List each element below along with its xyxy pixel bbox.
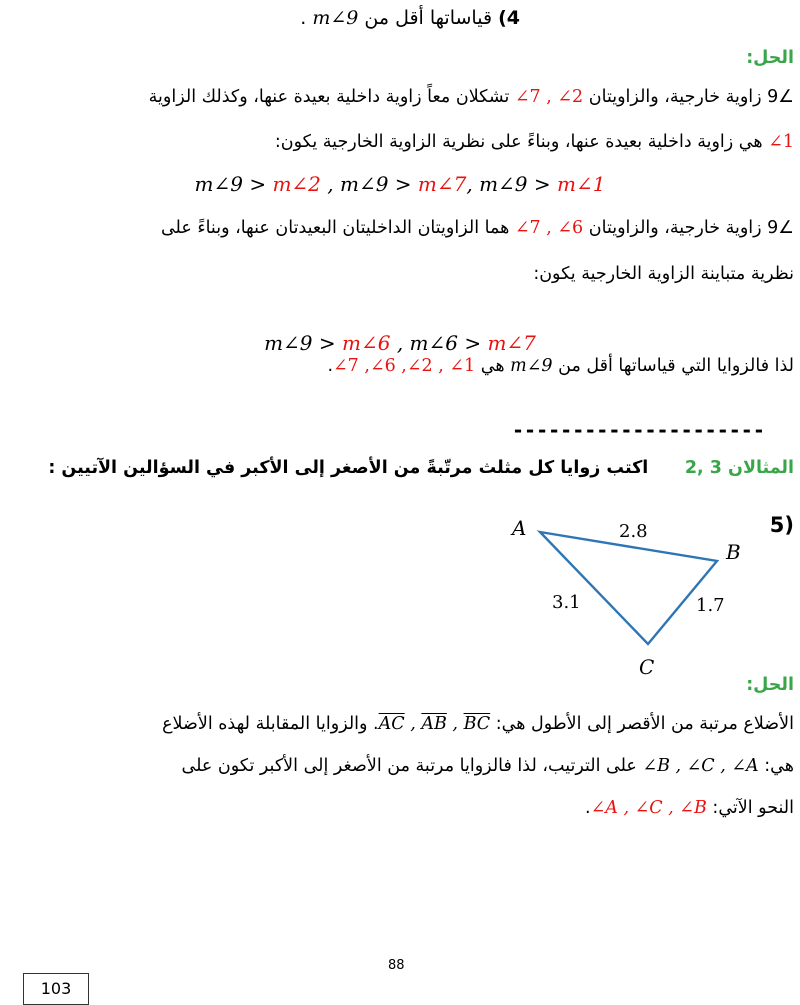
solution-line-2: هي: ∠B , ∠C , ∠A على الترتيب، لذا فالزوايا مرتبة من الأصغر إلى الأكبر تكون على — [181, 756, 794, 776]
vertex-b: B — [726, 540, 741, 564]
vertex-a: A — [512, 516, 527, 540]
question-text: قياساتها أقل من — [364, 7, 493, 29]
question-number: 4) — [498, 7, 520, 29]
paragraph-4: نظرية متباينة الزاوية الخارجية يكون: — [533, 264, 794, 284]
example-instruction: اكتب زوايا كل مثلث مرتّبةً من الأصغر إلى الأكبر في السؤالين الآتيين : — [48, 458, 649, 478]
solution-label-2: الحل: — [746, 675, 794, 695]
question-math: m∠9 — [312, 7, 359, 29]
side-ab-label: 2.8 — [619, 521, 648, 542]
inequality-1: m∠9 > m∠2 , m∠9 > m∠7, m∠9 > m∠1 — [194, 172, 606, 196]
paragraph-1: ∠9 زاوية خارجية، والزاويتان ∠7 , ∠2 تشكلان معاً زاوية داخلية بعيدة عنها، وكذلك الزاوية — [148, 87, 794, 107]
paragraph-5: لذا فالزوايا التي قياساتها أقل من m∠9 هي ∠7 ,∠6 ,∠2 , ∠1. — [327, 356, 794, 376]
side-ac-label: 3.1 — [552, 592, 581, 613]
question-4: 4) قياساتها أقل من m∠9 . — [300, 7, 520, 29]
solution-line-1: الأضلاع مرتبة من الأقصر إلى الأطول هي: $\overline{AC}$ , $\overline{AB}$ , $\overline{BC}$. والزوايا المقابلة لهذه الأضلاع — [162, 714, 794, 734]
solution-line-3: النحو الآتي: ∠A , ∠C , ∠B. — [585, 798, 794, 818]
triangle-abc — [540, 532, 717, 644]
paragraph-3: ∠9 زاوية خارجية، والزاويتان ∠7 , ∠6 هما الزاويتان الداخليتان البعيدتان عنها، وبناءً على — [160, 218, 794, 238]
paragraph-2: ∠1 هي زاوية داخلية بعيدة عنها، وبناءً على نظرية الزاوية الخارجية يكون: — [274, 132, 794, 152]
example-label: المثالان — [728, 458, 794, 478]
separator: --------------------- — [512, 418, 765, 442]
inequality-2: m∠9 > m∠6 , m∠6 > m∠7 — [264, 331, 536, 355]
page-number: 88 — [388, 958, 405, 973]
solution-label: الحل: — [746, 48, 794, 68]
highlight-angle: ∠1 — [768, 132, 794, 152]
example-heading — [4, 456, 794, 480]
example-numbers: 2, 3 — [684, 458, 722, 478]
side-bc-label: 1.7 — [696, 595, 725, 616]
page-box-number: 103 — [23, 973, 89, 1005]
vertex-c: C — [639, 655, 655, 679]
question-5-number: (5 — [769, 513, 794, 537]
triangle-diagram — [500, 508, 760, 688]
highlight-angles: ∠7 , ∠2 — [514, 87, 584, 107]
